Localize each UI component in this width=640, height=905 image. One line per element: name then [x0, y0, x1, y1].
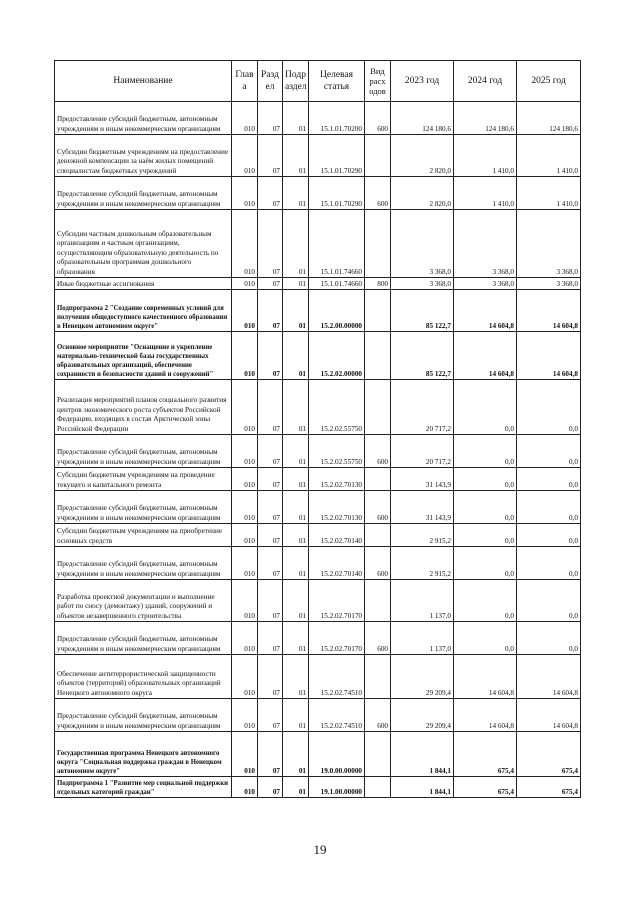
cell-podrazdel: 01 [283, 278, 309, 290]
cell-name: Субсидии бюджетным учреждениям на проведение текущего и капитального ремонта [55, 468, 232, 491]
cell-razdel: 07 [258, 380, 283, 435]
table-row [55, 468, 581, 491]
cell-y2024: 0,0 [454, 435, 517, 468]
cell-name: Государственная программа Ненецкого автономного округа "Социальная поддержка граждан в Ненецком автономном округе" [55, 732, 232, 777]
cell-expense-type [365, 655, 391, 699]
cell-podrazdel: 01 [283, 177, 309, 210]
cell-expense-type: 600 [365, 177, 391, 210]
cell-y2025: 124 180,6 [517, 102, 581, 135]
cell-article: 15.2.00.00000 [309, 290, 365, 332]
cell-y2023: 2 820,0 [391, 177, 454, 210]
table-row [55, 699, 581, 732]
cell-name: Предоставление субсидий бюджетным, автономным учреждениям и иным некоммерческим организациям [55, 547, 232, 580]
cell-article: 15.1.01.74660 [309, 278, 365, 290]
cell-expense-type [365, 290, 391, 332]
cell-y2025: 1 410,0 [517, 177, 581, 210]
cell-glava: 010 [232, 547, 258, 580]
cell-glava: 010 [232, 210, 258, 278]
cell-y2023: 2 820,0 [391, 135, 454, 177]
cell-razdel: 07 [258, 777, 283, 798]
cell-podrazdel: 01 [283, 380, 309, 435]
cell-glava: 010 [232, 777, 258, 798]
cell-y2025: 0,0 [517, 468, 581, 491]
cell-y2025: 0,0 [517, 380, 581, 435]
cell-name: Субсидии бюджетным учреждениям на предоставление денежной компенсации за наём жилых помещений специалистам бюджетных учреждений [55, 135, 232, 177]
cell-expense-type [365, 580, 391, 622]
cell-glava: 010 [232, 435, 258, 468]
cell-name: Субсидии бюджетным учреждениям на приобретение основных средств [55, 524, 232, 547]
cell-razdel: 07 [258, 547, 283, 580]
cell-y2025: 0,0 [517, 524, 581, 547]
cell-name: Предоставление субсидий бюджетным, автономным учреждениям и иным некоммерческим организациям [55, 102, 232, 135]
cell-y2024: 3 368,0 [454, 210, 517, 278]
cell-name: Подпрограмма 1 "Развитие мер социальной поддержки отдельных категорий граждан" [55, 777, 232, 798]
cell-article: 15.2.02.70130 [309, 468, 365, 491]
cell-article: 15.2.02.00000 [309, 332, 365, 380]
table-row [55, 290, 581, 332]
cell-podrazdel: 01 [283, 102, 309, 135]
cell-y2025: 1 410,0 [517, 135, 581, 177]
table-body [55, 102, 581, 798]
cell-y2023: 1 844,1 [391, 732, 454, 777]
cell-razdel: 07 [258, 699, 283, 732]
cell-y2023: 20 717,2 [391, 435, 454, 468]
table-row [55, 135, 581, 177]
cell-expense-type [365, 332, 391, 380]
cell-podrazdel: 01 [283, 332, 309, 380]
cell-y2023: 124 180,6 [391, 102, 454, 135]
cell-glava: 010 [232, 622, 258, 655]
cell-name: Предоставление субсидий бюджетным, автономным учреждениям и иным некоммерческим организациям [55, 622, 232, 655]
cell-y2024: 3 368,0 [454, 278, 517, 290]
cell-article: 15.1.01.70290 [309, 135, 365, 177]
cell-y2024: 675,4 [454, 777, 517, 798]
cell-article: 15.2.02.55750 [309, 380, 365, 435]
cell-y2023: 1 137,0 [391, 580, 454, 622]
cell-podrazdel: 01 [283, 491, 309, 524]
cell-y2024: 14 604,8 [454, 655, 517, 699]
cell-y2023: 29 209,4 [391, 699, 454, 732]
cell-glava: 010 [232, 380, 258, 435]
cell-name: Предоставление субсидий бюджетным, автономным учреждениям и иным некоммерческим организациям [55, 435, 232, 468]
table-row [55, 732, 581, 777]
cell-article: 15.1.01.70290 [309, 177, 365, 210]
cell-article: 15.2.02.70140 [309, 524, 365, 547]
cell-name: Предоставление субсидий бюджетным, автономным учреждениям и иным некоммерческим организациям [55, 699, 232, 732]
cell-expense-type: 600 [365, 699, 391, 732]
cell-y2024: 0,0 [454, 491, 517, 524]
cell-razdel: 07 [258, 491, 283, 524]
cell-glava: 010 [232, 732, 258, 777]
cell-podrazdel: 01 [283, 468, 309, 491]
table-row [55, 547, 581, 580]
cell-razdel: 07 [258, 622, 283, 655]
cell-glava: 010 [232, 332, 258, 380]
cell-razdel: 07 [258, 524, 283, 547]
cell-podrazdel: 01 [283, 699, 309, 732]
cell-expense-type: 600 [365, 491, 391, 524]
cell-name: Разработка проектной документации и выполнение работ по сносу (демонтажу) зданий, сооружений и объектов незавершенного строительства [55, 580, 232, 622]
cell-expense-type: 600 [365, 547, 391, 580]
table-row [55, 102, 581, 135]
cell-y2024: 0,0 [454, 380, 517, 435]
cell-y2025: 0,0 [517, 491, 581, 524]
cell-podrazdel: 01 [283, 210, 309, 278]
cell-podrazdel: 01 [283, 580, 309, 622]
table-row [55, 622, 581, 655]
cell-razdel: 07 [258, 177, 283, 210]
cell-expense-type [365, 777, 391, 798]
cell-glava: 010 [232, 135, 258, 177]
table-row [55, 655, 581, 699]
cell-article: 15.2.02.55750 [309, 435, 365, 468]
cell-name: Предоставление субсидий бюджетным, автономным учреждениям и иным некоммерческим организациям [55, 177, 232, 210]
page-number: 19 [313, 842, 327, 857]
cell-y2025: 675,4 [517, 732, 581, 777]
cell-y2024: 675,4 [454, 732, 517, 777]
cell-y2025: 3 368,0 [517, 210, 581, 278]
cell-podrazdel: 01 [283, 655, 309, 699]
cell-podrazdel: 01 [283, 524, 309, 547]
cell-article: 15.1.01.74660 [309, 210, 365, 278]
table-row [55, 332, 581, 380]
cell-glava: 010 [232, 524, 258, 547]
table-row [55, 580, 581, 622]
table-row [55, 491, 581, 524]
cell-expense-type [365, 524, 391, 547]
cell-article: 15.2.02.70170 [309, 622, 365, 655]
table-row [55, 380, 581, 435]
cell-expense-type: 600 [365, 435, 391, 468]
cell-expense-type: 800 [365, 278, 391, 290]
cell-glava: 010 [232, 468, 258, 491]
cell-y2024: 14 604,8 [454, 290, 517, 332]
cell-glava: 010 [232, 102, 258, 135]
cell-podrazdel: 01 [283, 290, 309, 332]
cell-y2024: 0,0 [454, 468, 517, 491]
cell-razdel: 07 [258, 135, 283, 177]
header-podrazdel: Подр аздел [283, 61, 309, 102]
cell-name: Субсидии частным дошкольным образовательным организациям и частным организациям, осуществляющим образовательную деятельность по образовательным программам дошкольного образования [55, 210, 232, 278]
cell-y2023: 85 122,7 [391, 290, 454, 332]
cell-name: Основное мероприятие "Оснащение и укрепление материально-технической базы государственных образовательных организаций, обеспечение сохранности и безопасности зданий и сооружений" [55, 332, 232, 380]
cell-glava: 010 [232, 278, 258, 290]
header-name: Наименование [55, 61, 232, 102]
cell-name: Обеспечение антитеррористической защищенности объектов (территорий) образовательных организаций Ненецкого автономного округа [55, 655, 232, 699]
cell-y2025: 0,0 [517, 435, 581, 468]
cell-article: 15.1.01.70200 [309, 102, 365, 135]
cell-y2025: 14 604,8 [517, 290, 581, 332]
cell-podrazdel: 01 [283, 135, 309, 177]
cell-podrazdel: 01 [283, 547, 309, 580]
cell-y2023: 1 137,0 [391, 622, 454, 655]
table-row [55, 524, 581, 547]
cell-y2024: 0,0 [454, 524, 517, 547]
table-row [55, 177, 581, 210]
cell-name: Иные бюджетные ассигнования [55, 278, 232, 290]
header-2025: 2025 год [517, 61, 581, 102]
cell-article: 15.2.02.74510 [309, 699, 365, 732]
cell-podrazdel: 01 [283, 732, 309, 777]
cell-podrazdel: 01 [283, 435, 309, 468]
cell-expense-type: 600 [365, 102, 391, 135]
cell-razdel: 07 [258, 580, 283, 622]
cell-podrazdel: 01 [283, 622, 309, 655]
cell-razdel: 07 [258, 278, 283, 290]
cell-y2025: 14 604,8 [517, 332, 581, 380]
cell-y2023: 85 122,7 [391, 332, 454, 380]
cell-y2023: 3 368,0 [391, 210, 454, 278]
cell-razdel: 07 [258, 102, 283, 135]
cell-article: 15.2.02.70130 [309, 491, 365, 524]
cell-name: Предоставление субсидий бюджетным, автономным учреждениям и иным некоммерческим организациям [55, 491, 232, 524]
header-razdel: Разд ел [258, 61, 283, 102]
table-row [55, 435, 581, 468]
cell-y2023: 2 915,2 [391, 547, 454, 580]
cell-y2024: 14 604,8 [454, 332, 517, 380]
cell-glava: 010 [232, 290, 258, 332]
cell-article: 15.2.02.70140 [309, 547, 365, 580]
header-row [55, 61, 581, 102]
cell-y2025: 675,4 [517, 777, 581, 798]
cell-y2024: 1 410,0 [454, 177, 517, 210]
table-row [55, 278, 581, 290]
cell-y2025: 0,0 [517, 580, 581, 622]
cell-y2023: 29 209,4 [391, 655, 454, 699]
cell-y2023: 31 143,9 [391, 468, 454, 491]
cell-expense-type [365, 210, 391, 278]
cell-razdel: 07 [258, 655, 283, 699]
cell-y2024: 124 180,6 [454, 102, 517, 135]
cell-razdel: 07 [258, 332, 283, 380]
cell-y2024: 14 604,8 [454, 699, 517, 732]
table-row [55, 210, 581, 278]
table-row [55, 777, 581, 798]
cell-podrazdel: 01 [283, 777, 309, 798]
cell-y2023: 3 368,0 [391, 278, 454, 290]
cell-name: Подпрограмма 2 "Создание современных условий для получения общедоступного качественного образования в Ненецком автономном округе" [55, 290, 232, 332]
header-2024: 2024 год [454, 61, 517, 102]
cell-y2023: 20 717,2 [391, 380, 454, 435]
cell-razdel: 07 [258, 290, 283, 332]
header-article: Целевая статья [309, 61, 365, 102]
cell-y2025: 0,0 [517, 622, 581, 655]
cell-article: 19.1.00.00000 [309, 777, 365, 798]
cell-y2025: 14 604,8 [517, 655, 581, 699]
cell-y2024: 0,0 [454, 547, 517, 580]
cell-glava: 010 [232, 580, 258, 622]
cell-y2024: 1 410,0 [454, 135, 517, 177]
cell-razdel: 07 [258, 435, 283, 468]
cell-y2023: 31 143,9 [391, 491, 454, 524]
cell-name: Реализация мероприятий планов социального развития центров экономического роста субъектов Российской Федерации, входящих в состав Арктической зоны Российской Федерации [55, 380, 232, 435]
cell-expense-type [365, 135, 391, 177]
cell-y2023: 1 844,1 [391, 777, 454, 798]
budget-table [54, 60, 581, 798]
cell-y2024: 0,0 [454, 580, 517, 622]
cell-y2025: 3 368,0 [517, 278, 581, 290]
cell-y2025: 14 604,8 [517, 699, 581, 732]
cell-glava: 010 [232, 177, 258, 210]
header-2023: 2023 год [391, 61, 454, 102]
header-expense-type: Вид расх одов [365, 61, 391, 102]
cell-razdel: 07 [258, 210, 283, 278]
cell-glava: 010 [232, 491, 258, 524]
cell-expense-type [365, 380, 391, 435]
cell-expense-type: 600 [365, 622, 391, 655]
cell-y2023: 2 915,2 [391, 524, 454, 547]
cell-razdel: 07 [258, 732, 283, 777]
cell-glava: 010 [232, 655, 258, 699]
cell-glava: 010 [232, 699, 258, 732]
cell-expense-type [365, 732, 391, 777]
cell-razdel: 07 [258, 468, 283, 491]
cell-article: 15.2.02.70170 [309, 580, 365, 622]
cell-y2025: 0,0 [517, 547, 581, 580]
cell-expense-type [365, 468, 391, 491]
cell-article: 19.0.00.00000 [309, 732, 365, 777]
cell-y2024: 0,0 [454, 622, 517, 655]
header-glava: Глав а [232, 61, 258, 102]
cell-article: 15.2.02.74510 [309, 655, 365, 699]
